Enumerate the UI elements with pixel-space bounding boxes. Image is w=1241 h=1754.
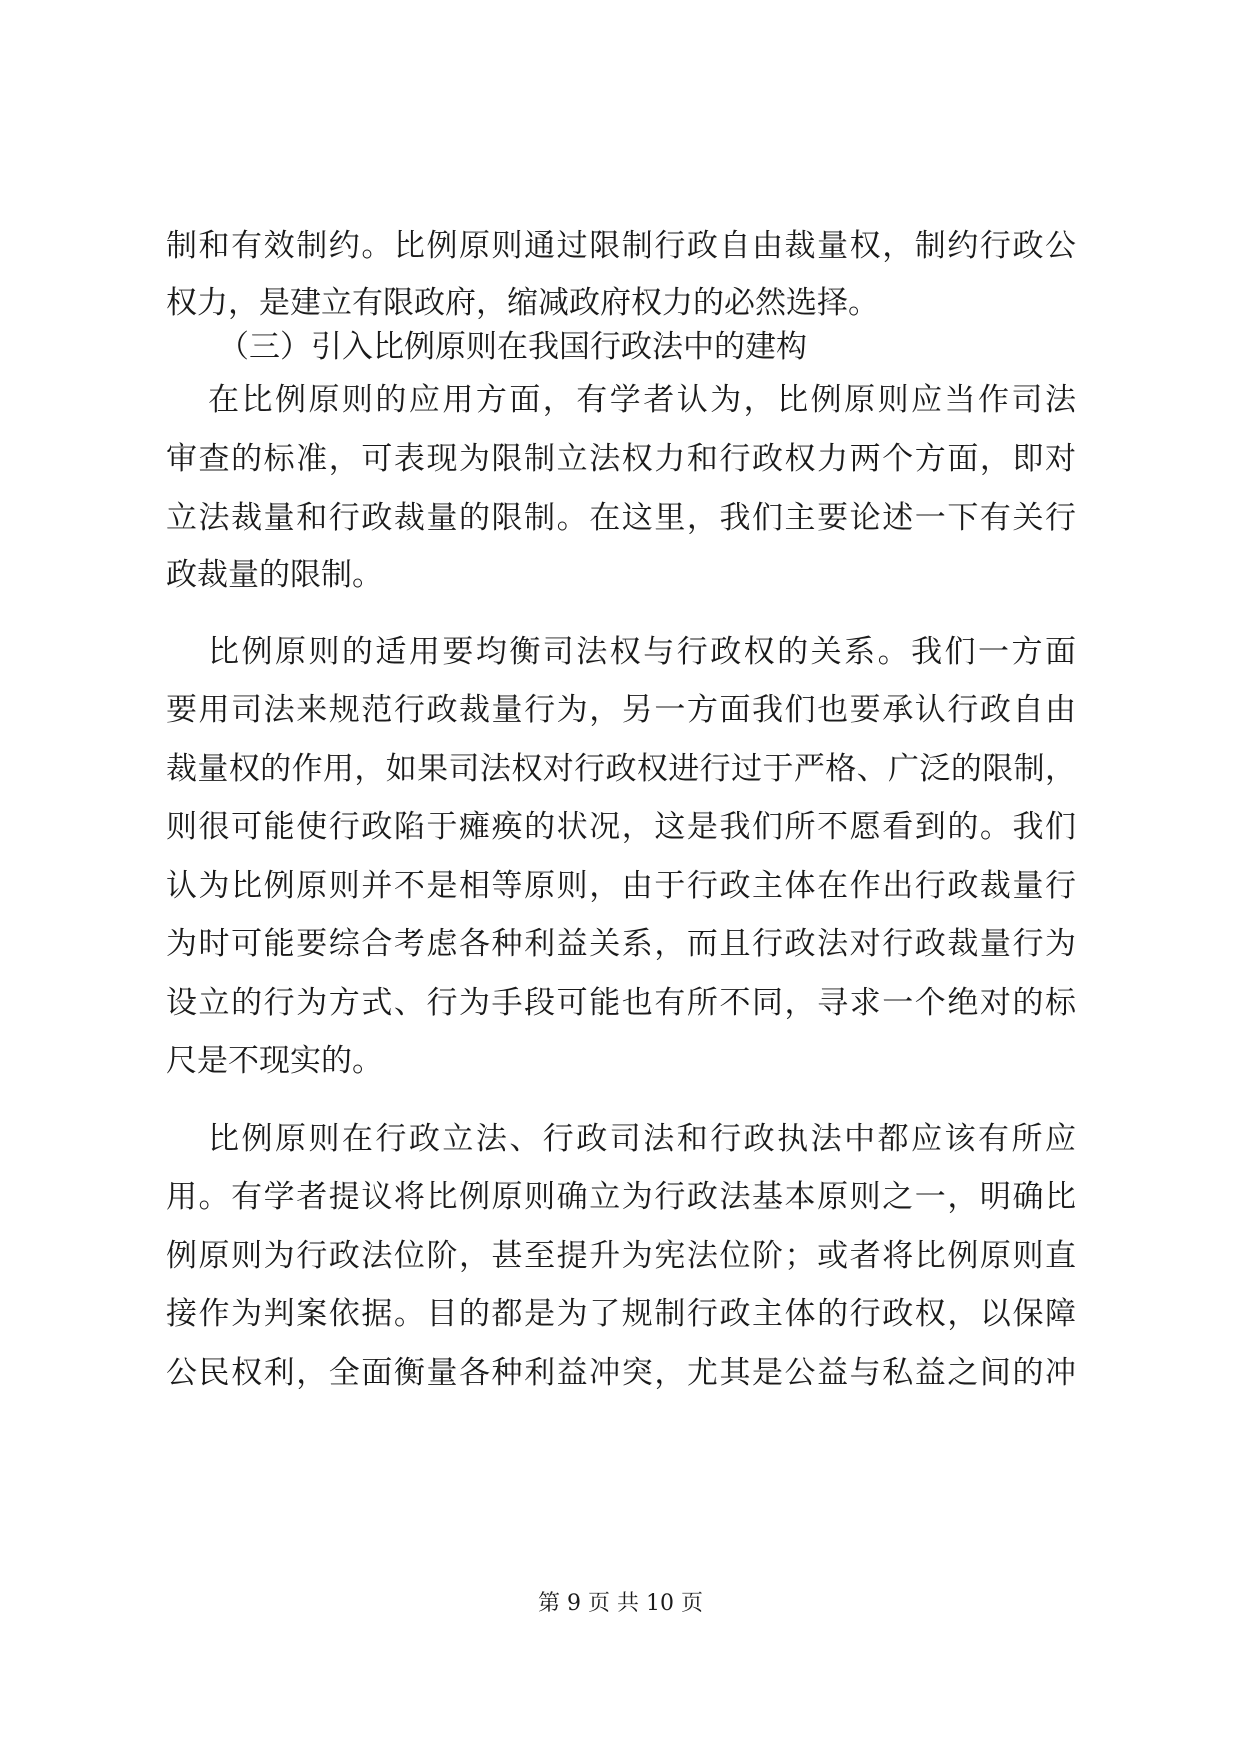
text-line: 政裁量的限制。 [166,557,383,593]
text-line: 设立的行为方式、行为手段可能也有所不同，寻求一个绝对的标 [166,985,1076,1021]
text-line: 权力，是建立有限政府，缩减政府权力的必然选择。 [166,285,879,321]
paragraph-first-line: 比例原则在行政立法、行政司法和行政执法中都应该有所应 [208,1121,1076,1157]
text-line: 接作为判案依据。目的都是为了规制行政主体的行政权，以保障 [166,1296,1076,1332]
text-line: 审查的标准，可表现为限制立法权力和行政权力两个方面，即对 [166,441,1076,477]
text-line: 公民权利，全面衡量各种利益冲突，尤其是公益与私益之间的冲 [166,1355,1076,1391]
text-line: 例原则为行政法位阶，甚至提升为宪法位阶；或者将比例原则直 [166,1238,1076,1274]
text-line: 尺是不现实的。 [166,1043,383,1079]
paragraph-first-line: 在比例原则的应用方面，有学者认为，比例原则应当作司法 [208,382,1076,418]
text-line: 裁量权的作用，如果司法权对行政权进行过于严格、广泛的限制， [166,751,1076,787]
text-line: 认为比例原则并不是相等原则，由于行政主体在作出行政裁量行 [166,868,1076,904]
text-line: 要用司法来规范行政裁量行为，另一方面我们也要承认行政自由 [166,692,1076,728]
paragraph-first-line: 比例原则的适用要均衡司法权与行政权的关系。我们一方面 [208,634,1076,670]
text-line: 立法裁量和行政裁量的限制。在这里，我们主要论述一下有关行 [166,500,1076,536]
text-line: 制和有效制约。比例原则通过限制行政自由裁量权，制约行政公 [166,228,1076,264]
text-line: 则很可能使行政陷于瘫痪的状况，这是我们所不愿看到的。我们 [166,809,1076,845]
text-line: 为时可能要综合考虑各种利益关系，而且行政法对行政裁量行为 [166,926,1076,962]
section-heading: （三）引入比例原则在我国行政法中的建构 [218,329,807,365]
text-line: 用。有学者提议将比例原则确立为行政法基本原则之一，明确比 [166,1179,1076,1215]
page-number-footer: 第 9 页 共 10 页 [538,1591,703,1616]
